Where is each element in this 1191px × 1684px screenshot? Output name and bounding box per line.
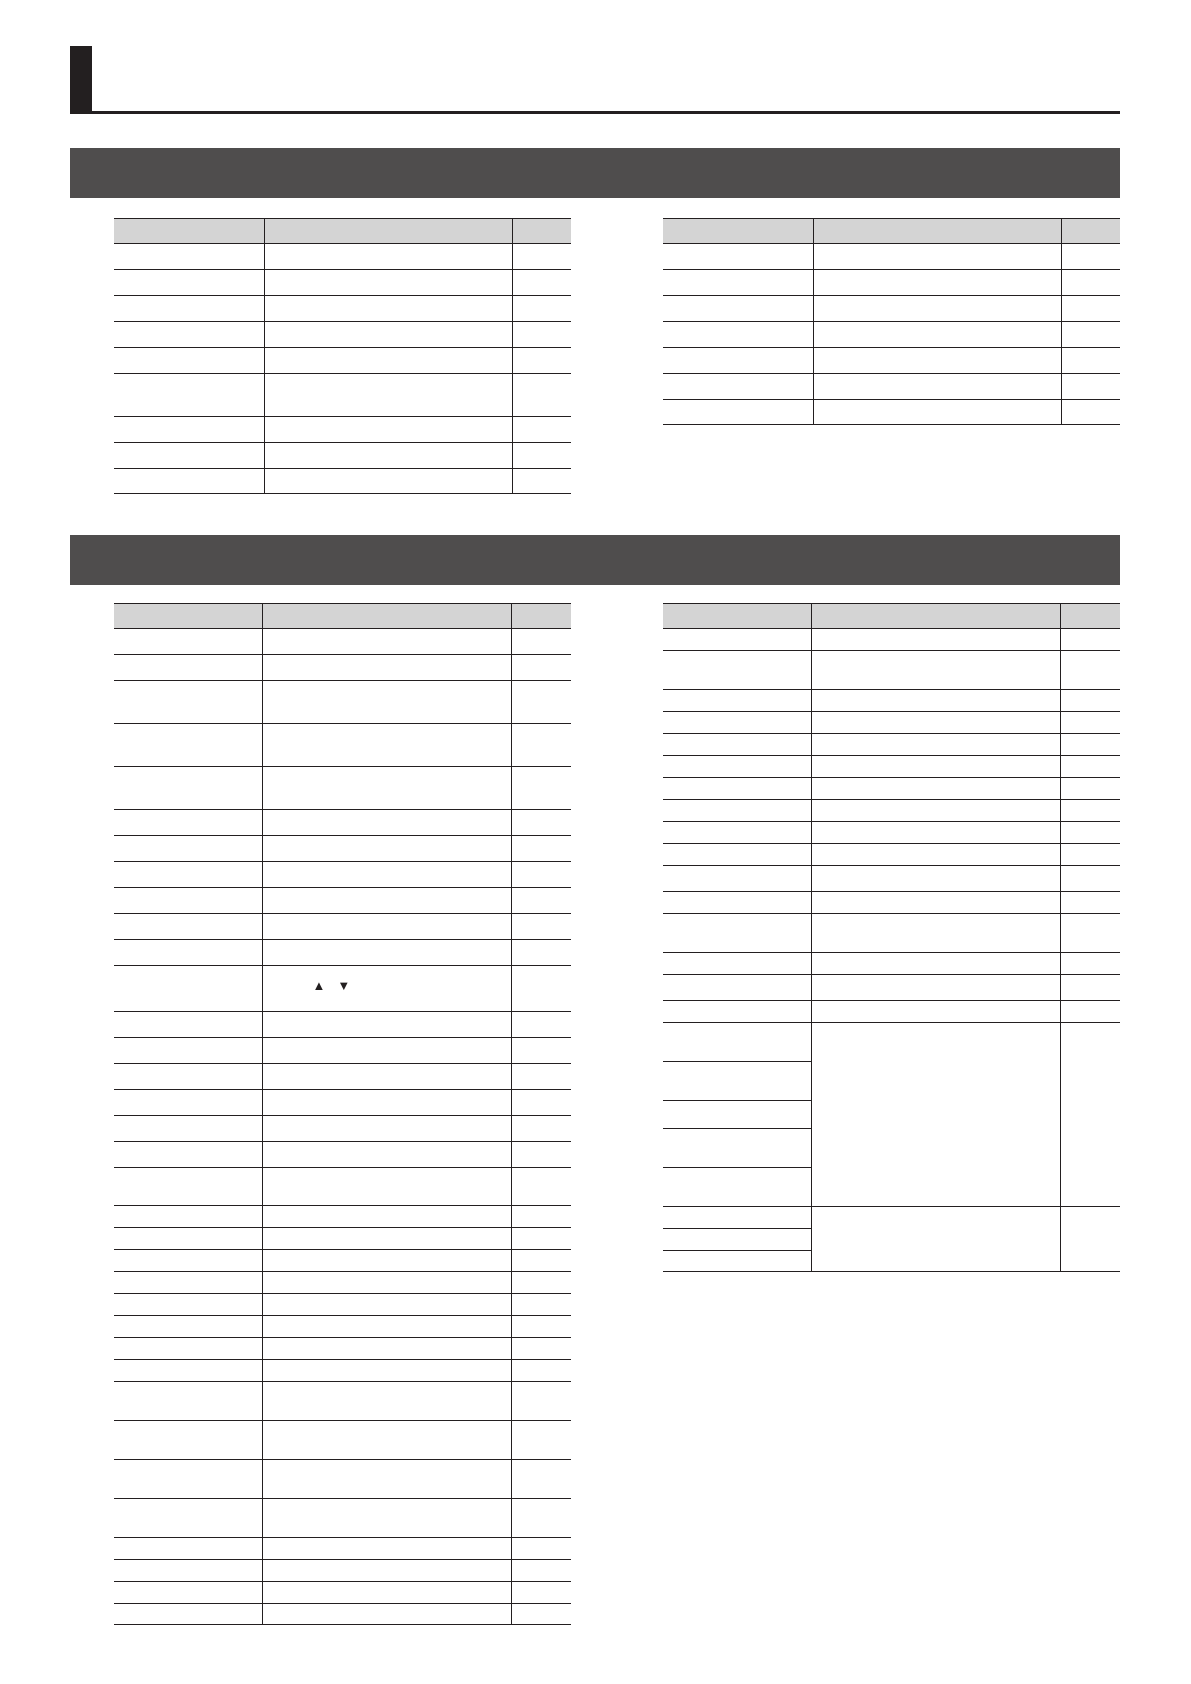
table-row (663, 914, 1120, 953)
table-row (114, 1421, 571, 1460)
table-row (663, 975, 1120, 1001)
chapter-marker-block (70, 46, 92, 114)
table-row (663, 374, 1120, 400)
table-row (114, 417, 571, 443)
table-row (663, 734, 1120, 756)
table-row (114, 655, 571, 681)
table-row (663, 756, 1120, 778)
table-row (114, 966, 571, 1012)
table-row (663, 953, 1120, 975)
table-row (114, 1460, 571, 1499)
table-row (114, 443, 571, 469)
down-arrow-icon: ▼ (337, 978, 351, 993)
table-row (114, 1604, 571, 1625)
chapter-title-rule (70, 111, 1120, 114)
section-band-2 (70, 535, 1120, 585)
table-row (114, 1499, 571, 1538)
table-row (114, 469, 571, 494)
table-row (663, 1023, 1120, 1062)
table-row (663, 651, 1120, 690)
table-row (663, 778, 1120, 800)
table-row (114, 1360, 571, 1382)
table-row (114, 940, 571, 966)
table-row (114, 1250, 571, 1272)
table-row (114, 374, 571, 417)
table-row (114, 1206, 571, 1228)
section-1-right-table (663, 218, 1120, 425)
table-row (114, 1090, 571, 1116)
table-row (114, 244, 571, 270)
table-row (114, 270, 571, 296)
table-row (663, 244, 1120, 270)
table-row (663, 270, 1120, 296)
table-row (663, 712, 1120, 734)
table-row (114, 1560, 571, 1582)
table-row (114, 1538, 571, 1560)
cursor-arrows (313, 979, 363, 992)
table-row (114, 836, 571, 862)
table-row (663, 844, 1120, 866)
table-row (114, 767, 571, 810)
table-row (114, 1168, 571, 1206)
table-row (114, 1038, 571, 1064)
table-row (114, 629, 571, 655)
section-2-left-table (114, 603, 571, 1625)
table-row (114, 1142, 571, 1168)
table-row (663, 800, 1120, 822)
table-row (114, 348, 571, 374)
table-row (114, 810, 571, 836)
table-row (663, 892, 1120, 914)
table-row (114, 888, 571, 914)
table-row (114, 862, 571, 888)
table-header-row (663, 219, 1120, 244)
table-row (663, 296, 1120, 322)
table-row (114, 1338, 571, 1360)
table-header-row (114, 219, 571, 244)
table-row (114, 1272, 571, 1294)
table-row (114, 1116, 571, 1142)
table-row (114, 1382, 571, 1421)
table-row (114, 1316, 571, 1338)
merged-page-cell (1060, 1023, 1120, 1207)
table-header-row (663, 604, 1120, 629)
section-2-right-table (663, 603, 1120, 1272)
table-row (114, 724, 571, 767)
merged-page-cell (1060, 1207, 1120, 1272)
table-row (114, 681, 571, 724)
table-row (663, 400, 1120, 425)
table-row (114, 1582, 571, 1604)
merged-description-cell (811, 1023, 1060, 1207)
table-row (114, 914, 571, 940)
table-row (663, 690, 1120, 712)
up-arrow-icon: ▲ (312, 978, 326, 993)
table-row (114, 1012, 571, 1038)
table-row (114, 1064, 571, 1090)
table-row (114, 322, 571, 348)
table-row (663, 1001, 1120, 1023)
table-row (114, 1228, 571, 1250)
section-1-left-table (114, 218, 571, 494)
table-header-row (114, 604, 571, 629)
table-row (114, 1294, 571, 1316)
table-row (663, 322, 1120, 348)
merged-description-cell (811, 1207, 1060, 1272)
table-row (663, 1207, 1120, 1229)
table-row (663, 866, 1120, 892)
table-row (663, 629, 1120, 651)
table-row (663, 822, 1120, 844)
section-band-1 (70, 148, 1120, 198)
table-row (114, 296, 571, 322)
table-row (663, 348, 1120, 374)
